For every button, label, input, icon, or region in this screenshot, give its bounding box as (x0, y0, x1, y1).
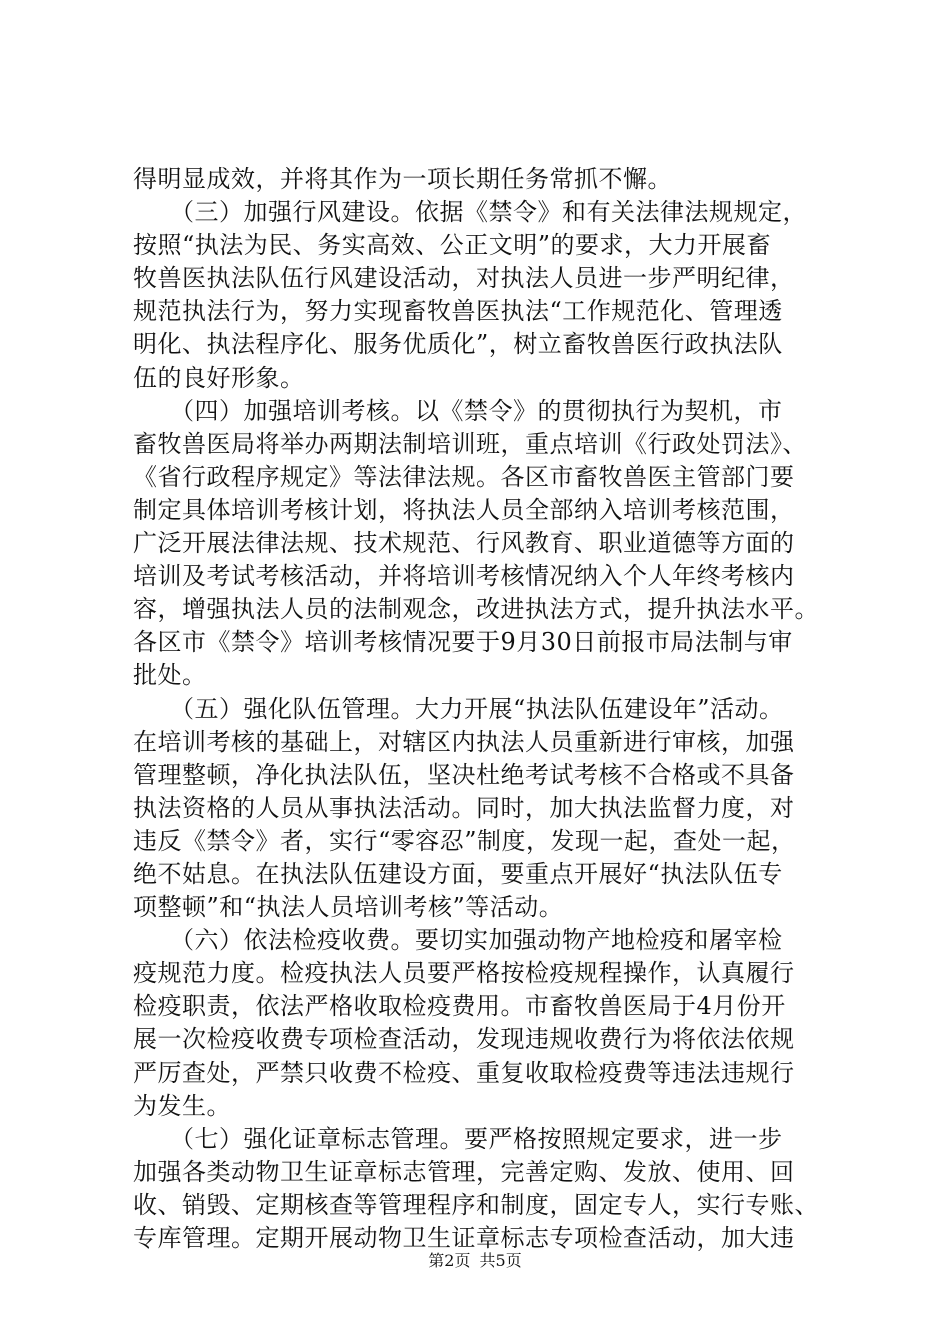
text-line: 检疫职责，依法严格收取检疫费用。市畜牧兽医局于4月份开 (133, 992, 786, 1021)
text-line: 违反《禁令》者，实行“零容忍”制度，发现一起，查处一起， (133, 826, 796, 855)
text-line: 伍的良好形象。 (133, 363, 305, 392)
page-footer (0, 1251, 950, 1271)
text-line: 疫规范力度。检疫执法人员要严格按检疫规程操作，认真履行 (133, 959, 795, 988)
page-total: 共5页 (479, 1251, 522, 1270)
text-line: （四）加强培训考核。以《禁令》的贯彻执行为契机，市 (133, 396, 783, 425)
document-body (133, 163, 833, 1255)
text-line: 明化、执法程序化、服务优质化”，树立畜牧兽医行政执法队 (133, 330, 783, 359)
text-line: 畜牧兽医局将举办两期法制培训班，重点培训《行政处罚法》、 (133, 429, 807, 458)
text-line: （七）强化证章标志管理。要严格按照规定要求，进一步 (133, 1124, 783, 1153)
text-line: （六）依法检疫收费。要切实加强动物产地检疫和屠宰检 (133, 926, 783, 955)
text-line: 培训及考试考核活动，并将培训考核情况纳入个人年终考核内 (133, 562, 795, 591)
text-line: （五）强化队伍管理。大力开展“执法队伍建设年”活动。 (133, 694, 784, 723)
text-line: 展一次检疫收费专项检查活动，发现违规收费行为将依法依规 (133, 1025, 795, 1054)
text-line: 《省行政程序规定》等法律法规。各区市畜牧兽医主管部门要 (133, 462, 795, 491)
text-line: 专库管理。定期开展动物卫生证章标志专项检查活动，加大违 (133, 1224, 795, 1252)
text-line: 严厉查处，严禁只收费不检疫、重复收取检疫费等违法违规行 (133, 1058, 795, 1087)
text-line: 加强各类动物卫生证章标志管理，完善定购、发放、使用、回 (133, 1157, 795, 1186)
text-line: 牧兽医执法队伍行风建设活动，对执法人员进一步严明纪律， (133, 264, 795, 293)
text-line: 执法资格的人员从事执法活动。同时，加大执法监督力度，对 (133, 793, 795, 822)
text-line: 管理整顿，净化执法队伍，坚决杜绝考试考核不合格或不具备 (133, 760, 795, 789)
text-line: （三）加强行风建设。依据《禁令》和有关法律法规规定， (133, 198, 807, 227)
text-line: 制定具体培训考核计划，将执法人员全部纳入培训考核范围， (133, 495, 795, 524)
text-line: 规范执法行为，努力实现畜牧兽医执法“工作规范化、管理透 (133, 297, 783, 326)
text-line: 项整顿”和“执法人员培训考核”等活动。 (133, 893, 564, 922)
text-line: 绝不姑息。在执法队伍建设方面，要重点开展好“执法队伍专 (133, 859, 783, 888)
text-line: 在培训考核的基础上，对辖区内执法人员重新进行审核，加强 (133, 727, 795, 756)
text-line: 广泛开展法律法规、技术规范、行风教育、职业道德等方面的 (133, 529, 795, 558)
text-line: 得明显成效，并将其作为一项长期任务常抓不懈。 (133, 165, 672, 193)
text-line: 批处。 (133, 661, 207, 690)
text-line: 按照“执法为民、务实高效、公正文明”的要求，大力开展畜 (133, 231, 772, 260)
text-line: 为发生。 (133, 1091, 231, 1120)
text-line: 收、销毁、定期核查等管理程序和制度，固定专人，实行专账、 (133, 1190, 819, 1219)
text-line: 容，增强执法人员的法制观念，改进执法方式，提升执法水平。 (133, 595, 819, 624)
text-line: 各区市《禁令》培训考核情况要于9月30日前报市局法制与审 (133, 628, 793, 657)
page-number: 第2页 (428, 1251, 471, 1270)
